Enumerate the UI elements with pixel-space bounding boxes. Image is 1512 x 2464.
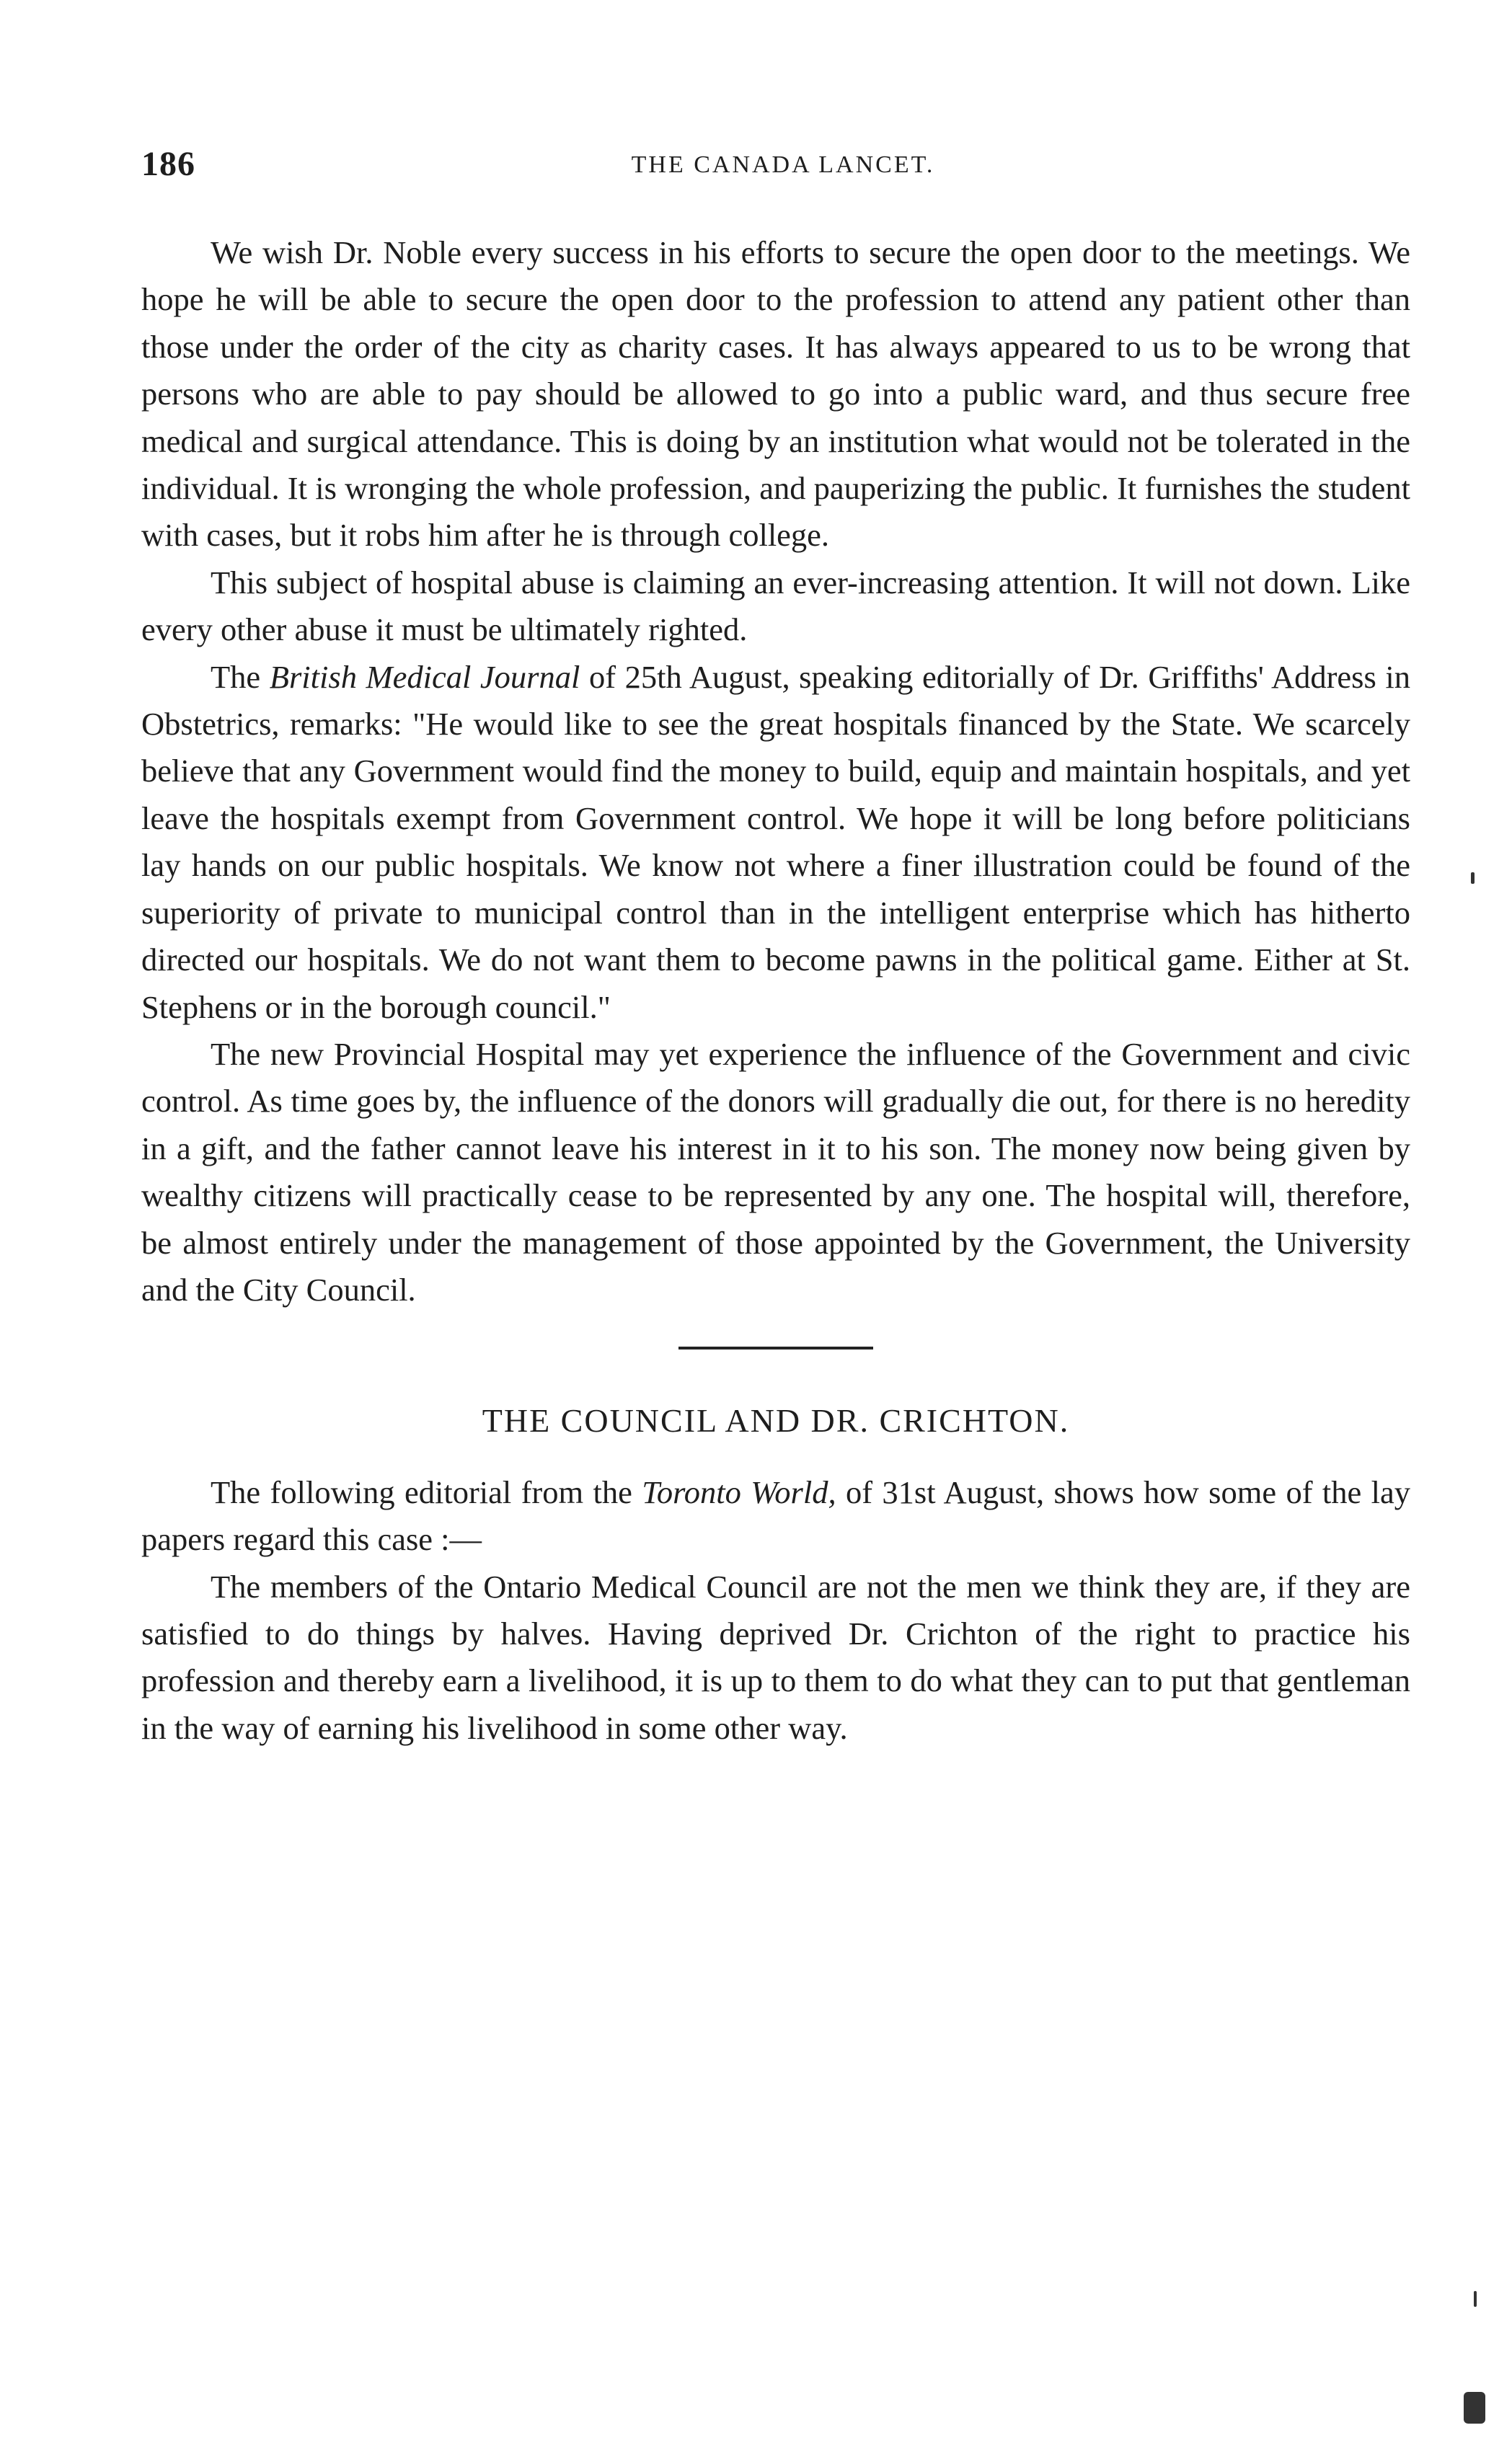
scan-speck — [1464, 2392, 1485, 2424]
bmj-quote-text: of 25th August, speaking editorially of Dr. Griffiths' Address in Obstetrics, remarks: "He would like to see the great hospitals financed by the State. We scarcely believe that any Government would find the money to build, equip and maintain hospitals, and yet leave the hospitals exempt from Government control. We hope it will be long before politicians lay hands on our public hospitals. We know not where a finer illustration could be found of the superiority of private to municipal control than in the intelligent enterprise which has hitherto directed our hospitals. We do not want them to become pawns in the political game. Either at St. Stephens or in the borough council." — [141, 658, 1410, 1025]
scan-speck — [1471, 872, 1475, 884]
paragraph-hospital-abuse: This subject of hospital abuse is claiming an ever-increasing attention. It will not down. Like every other abuse it must be ultimately righted. — [141, 564, 1410, 648]
paragraph-council-members: The members of the Ontario Medical Council are not the men we think they are, if they are satisfied to do things by halves. Having deprived Dr. Crichton of the right to practice his profession and thereby earn a livelihood, it is up to them to do what they can to put that gentleman in the way of earning his livelihood in some other way. — [141, 1568, 1410, 1746]
newspaper-title: Toronto World, — [642, 1473, 836, 1510]
scan-speck — [1474, 2291, 1477, 2307]
section-heading: THE COUNCIL AND DR. CRICHTON. — [482, 1402, 1070, 1440]
bmj-lead-text: The — [211, 658, 270, 695]
paragraph-provincial-hospital: The new Provincial Hospital may yet experience the influence of the Government and civic control. As time goes by, the influence of the donors will gradually die out, for there is no heredity in a gift, and the father cannot leave his interest in it to his son. The money now being given by wealthy citizens will practically cease to be represented by any one. The hospital will, therefore, be almost entirely under the management of those appointed by the Government, the University and the City Council. — [141, 1035, 1410, 1308]
paragraph-bmj-quote — [141, 654, 1410, 1031]
running-title: THE CANADA LANCET. — [631, 151, 935, 178]
paragraph-noble: We wish Dr. Noble every success in his efforts to secure the open door to the meetings. We hope he will be able to secure the open door to the profession to attend any patient other than those under the order of the city as charity cases. It has always appeared to us to be wrong that persons who are able to pay should be allowed to go into a public ward, and thus secure free medical and surgical attendance. This is doing by an institution what would not be tolerated in the individual. It is wronging the whole profession, and pauperizing the public. It furnishes the student with cases, but it robs him after he is through college. — [141, 234, 1410, 554]
journal-title: British Medical Journal — [269, 658, 580, 695]
paragraph-toronto-world — [141, 1469, 1410, 1564]
section-divider — [678, 1347, 873, 1350]
page-number: 186 — [141, 145, 195, 183]
toronto-world-lead-text: The following editorial from the — [211, 1473, 642, 1510]
toronto-world-tail-text: of 31st August, shows how some of the lay papers regard this case :— — [141, 1473, 1411, 1558]
running-head — [141, 144, 1425, 187]
body-text — [141, 229, 1410, 1752]
